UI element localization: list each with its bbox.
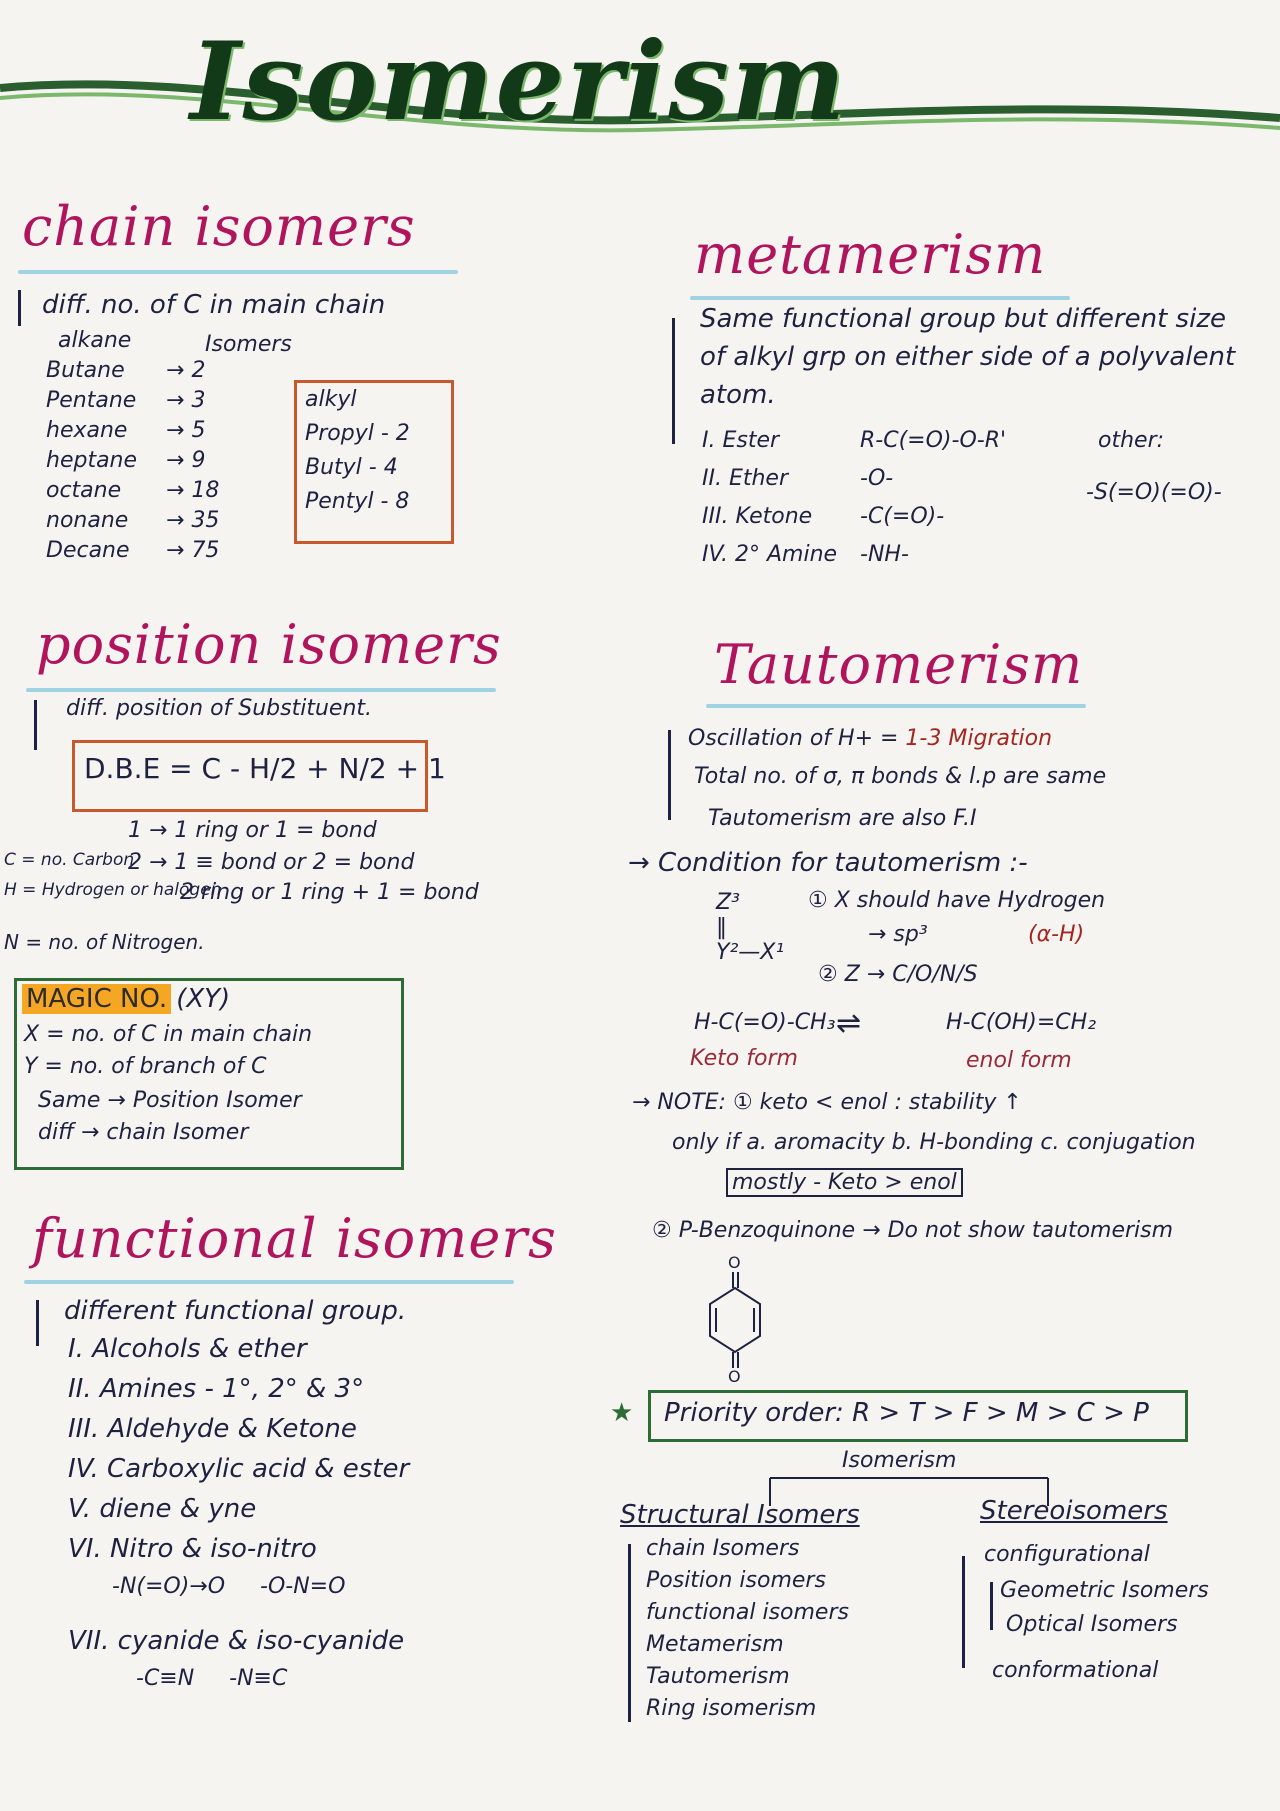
- alkane-count: 2: [191, 358, 206, 383]
- magic-line: diff → chain Isomer: [38, 1120, 249, 1145]
- alkane-name: octane: [46, 478, 122, 503]
- zx-diagram: Z³ ‖ Y²—X¹: [716, 890, 785, 965]
- keto-formula: H-C(=O)-CH₃: [694, 1010, 836, 1035]
- config-bracket: [990, 1582, 993, 1630]
- functional-desc: different functional group.: [64, 1296, 407, 1326]
- taut-cond-2: ② Z → C/O/N/S: [818, 962, 978, 987]
- svg-text:O: O: [728, 1254, 741, 1272]
- alkane-name: heptane: [46, 448, 138, 473]
- list-item: VI. Nitro & iso-nitro: [68, 1534, 317, 1564]
- table-row: [46, 538, 266, 568]
- meta-label: I. Ester: [702, 428, 780, 453]
- magic-line: X = no. of C in main chain: [24, 1022, 313, 1047]
- structural-bracket: [628, 1544, 631, 1722]
- list-item: chain Isomers: [646, 1536, 800, 1561]
- list-item: I. Alcohols & ether: [68, 1334, 307, 1364]
- metamerism-desc: Same functional group but different size of alkyl grp on either side of a polyvalent atom.: [700, 304, 1236, 410]
- tautomerism-bracket: [668, 730, 671, 820]
- meta-formula: -NH-: [860, 542, 909, 567]
- tree-root: Isomerism: [842, 1448, 957, 1473]
- list-item: Metamerism: [646, 1632, 784, 1657]
- tautomerism-underline: [706, 704, 1086, 708]
- chain-underline: [18, 270, 458, 274]
- position-heading: position isomers: [36, 613, 502, 676]
- equilibrium-arrow: ⇌: [836, 1006, 862, 1041]
- taut-line-2: Total no. of σ, π bonds & l.p are same: [694, 764, 1107, 789]
- functional-heading: functional isomers: [32, 1207, 557, 1270]
- meta-other-label: other:: [1098, 428, 1165, 453]
- position-bracket: [34, 700, 37, 750]
- alkane-table: [46, 358, 266, 568]
- taut-cond-1c: (α-H): [1028, 922, 1085, 947]
- config-item: Optical Isomers: [1006, 1612, 1178, 1637]
- cyanide-formulas: -C≡N -N≡C: [136, 1666, 288, 1691]
- arrow: →: [166, 538, 192, 563]
- alkane-name: Pentane: [46, 388, 137, 413]
- legend-c: C = no. Carbon: [4, 850, 135, 870]
- table-row: [46, 418, 266, 448]
- arrow: →: [166, 478, 192, 503]
- functional-underline: [24, 1280, 514, 1284]
- table-row: [46, 508, 266, 538]
- structural-list: [646, 1536, 849, 1728]
- taut-mostly: [726, 1170, 963, 1195]
- table-row: [46, 388, 266, 418]
- taut-condition: → Condition for tautomerism :-: [628, 848, 1028, 878]
- meta-formula: -C(=O)-: [860, 504, 945, 529]
- dbe-rule-2: 2 → 1 ≡ bond or 2 = bond: [128, 850, 415, 875]
- list-item: [702, 542, 1006, 580]
- magic-title-row: [22, 984, 230, 1014]
- alkane-name: Butane: [46, 358, 125, 383]
- tree-stereo: Stereoisomers: [980, 1496, 1168, 1526]
- chain-desc: diff. no. of C in main chain: [42, 290, 386, 320]
- list-item: IV. Carboxylic acid & ester: [68, 1454, 410, 1484]
- alkyl-line: Pentyl - 8: [305, 489, 410, 514]
- metamerism-heading: metamerism: [694, 223, 1047, 286]
- alkyl-line: Propyl - 2: [305, 421, 410, 446]
- position-desc: diff. position of Substituent.: [66, 696, 373, 721]
- magic-title: MAGIC NO.: [22, 984, 171, 1014]
- taut-only-if: only if a. aromacity b. H-bonding c. conjugation: [672, 1130, 1196, 1155]
- arrow: →: [166, 508, 192, 533]
- chain-col-isomers: Isomers: [205, 332, 292, 357]
- alkane-count: 3: [191, 388, 206, 413]
- meta-formula: R-C(=O)-O-R': [860, 428, 1007, 453]
- alkane-count: 18: [191, 478, 220, 503]
- magic-line: Y = no. of branch of C: [24, 1054, 267, 1079]
- list-item: III. Aldehyde & Ketone: [68, 1414, 357, 1444]
- arrow: →: [166, 388, 192, 413]
- taut-line-1-red: 1-3 Migration: [905, 726, 1053, 751]
- functional-bracket: [36, 1300, 39, 1346]
- list-item: II. Amines - 1°, 2° & 3°: [68, 1374, 365, 1404]
- taut-cond-1b: → sp³: [868, 922, 928, 947]
- arrow: →: [166, 448, 192, 473]
- dbe-rule-3: 2 ring or 1 ring + 1 = bond: [180, 880, 479, 905]
- tree-configurational: configurational: [984, 1542, 1150, 1567]
- taut-mostly-text: mostly - Keto > enol: [726, 1168, 963, 1197]
- list-item: V. diene & yne: [68, 1494, 257, 1524]
- meta-label: III. Ketone: [702, 504, 813, 529]
- page-title: Isomerism: [190, 19, 848, 145]
- position-underline: [26, 688, 496, 692]
- alkane-name: Decane: [46, 538, 130, 563]
- tree-structural: Structural Isomers: [620, 1500, 860, 1530]
- config-item: Geometric Isomers: [1000, 1578, 1209, 1603]
- taut-cond-1: ① X should have Hydrogen: [808, 888, 1106, 913]
- dbe-rule-1: 1 → 1 ring or 1 = bond: [128, 818, 377, 843]
- list-item: Position isomers: [646, 1568, 826, 1593]
- priority-order: Priority order: R > T > F > M > C > P: [664, 1398, 1149, 1428]
- meta-other-formula: -S(=O)(=O)-: [1086, 480, 1222, 505]
- list-item: [702, 504, 1006, 542]
- taut-line-1: [688, 726, 1052, 751]
- metamerism-list: [702, 428, 1006, 580]
- taut-line-3: Tautomerism are also F.I: [708, 806, 977, 831]
- enol-formula: H-C(OH)=CH₂: [946, 1010, 1097, 1035]
- taut-benzo: ② P-Benzoquinone → Do not show tautomerism: [652, 1218, 1174, 1243]
- legend-h: H = Hydrogen or halogen: [4, 880, 222, 900]
- alkyl-line: alkyl: [305, 387, 357, 412]
- meta-label: IV. 2° Amine: [702, 542, 838, 567]
- alkyl-box: [294, 380, 454, 544]
- meta-label: II. Ether: [702, 466, 789, 491]
- taut-line-1-text: Oscillation of H+ =: [688, 726, 906, 751]
- keto-label: Keto form: [690, 1046, 798, 1071]
- benzoquinone-structure: [698, 1254, 778, 1384]
- tree-conformational: conformational: [992, 1658, 1159, 1683]
- magic-xy: (XY): [176, 984, 231, 1014]
- functional-list: [68, 1334, 409, 1706]
- taut-note: → NOTE: ① keto < enol : stability ↑: [632, 1090, 1022, 1115]
- stereo-bracket: [962, 1556, 965, 1668]
- list-item: Tautomerism: [646, 1664, 790, 1689]
- chain-bracket: [18, 290, 21, 326]
- list-item: [702, 428, 1006, 466]
- enol-label: enol form: [966, 1048, 1072, 1073]
- table-row: [46, 358, 266, 388]
- chain-col-alkane: alkane: [58, 328, 132, 353]
- list-item: VII. cyanide & iso-cyanide: [68, 1626, 405, 1656]
- nitro-formulas: -N(=O)→O -O-N=O: [112, 1574, 346, 1599]
- list-item: functional isomers: [646, 1600, 849, 1625]
- tautomerism-heading: Tautomerism: [714, 633, 1084, 696]
- list-item: Ring isomerism: [646, 1696, 817, 1721]
- table-row: [46, 478, 266, 508]
- metamerism-bracket: [672, 318, 675, 444]
- alkane-count: 35: [191, 508, 220, 533]
- table-row: [46, 448, 266, 478]
- list-item: [702, 466, 1006, 504]
- svg-text:O: O: [728, 1367, 741, 1384]
- legend-n: N = no. of Nitrogen.: [4, 930, 205, 954]
- magic-line: Same → Position Isomer: [38, 1088, 302, 1113]
- alkane-count: 5: [191, 418, 206, 443]
- arrow: →: [166, 358, 192, 383]
- star-icon: ★: [610, 1398, 634, 1428]
- alkane-name: nonane: [46, 508, 129, 533]
- alkane-name: hexane: [46, 418, 128, 443]
- meta-formula: -O-: [860, 466, 894, 491]
- alkyl-line: Butyl - 4: [305, 455, 398, 480]
- dbe-formula: D.B.E = C - H/2 + N/2 + 1: [84, 752, 446, 785]
- alkane-count: 9: [191, 448, 206, 473]
- chain-heading: chain isomers: [22, 195, 416, 258]
- alkane-count: 75: [191, 538, 220, 563]
- arrow: →: [166, 418, 192, 443]
